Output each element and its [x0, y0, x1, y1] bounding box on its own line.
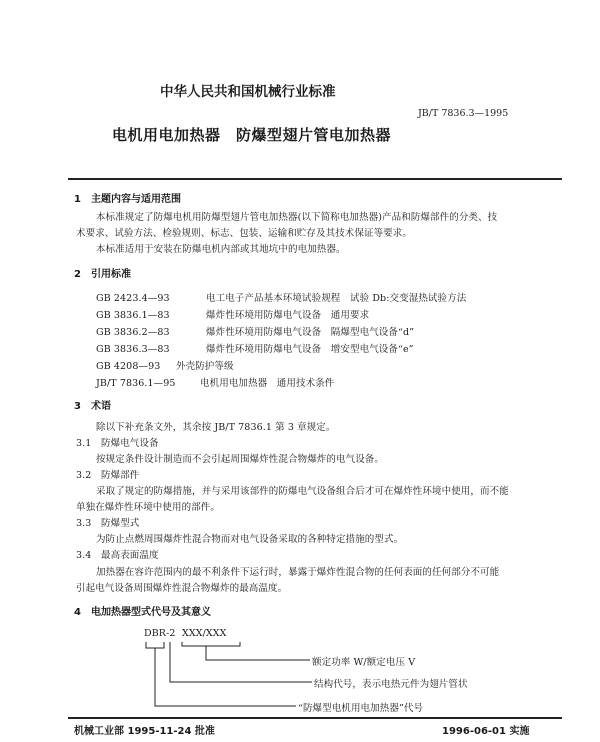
term-3-1-heading: 3.1 防爆电气设备 — [76, 438, 159, 449]
term-3-4-line-1: 加热器在容许范围内的最不利条件下运行时，暴露于爆炸性混合物的任何表面的任何部分不可能 — [96, 567, 500, 578]
term-3-2-line-2: 单独在爆炸性环境中使用的部件。 — [76, 502, 221, 513]
leader-line-rated — [206, 646, 310, 660]
reference-title: 爆炸性环境用防爆电气设备 通用要求 — [206, 310, 370, 321]
type-code-prefix: DBR-2 — [144, 628, 176, 639]
implementation-date: 1996-06-01 实施 — [442, 726, 530, 737]
term-3-4-line-2: 引起电气设备周围爆炸性混合物爆炸的最高温度。 — [76, 583, 288, 594]
reference-title: 电机用电加热器 通用技术条件 — [200, 378, 335, 389]
section-3-intro: 除以下补充条文外，其余按 JB/T 7836.1 第 3 章规定。 — [96, 422, 336, 433]
approval-date: 机械工业部 1995-11-24 批准 — [74, 726, 215, 737]
type-code-label-explosion-proof: “防爆型电机用电加热器”代号 — [298, 703, 424, 714]
term-3-3-text: 为防止点燃周围爆炸性混合物而对电气设备采取的各种特定措施的型式。 — [96, 534, 404, 545]
term-3-2-heading: 3.2 防爆部件 — [76, 470, 140, 481]
type-code-suffix: XXX/XXX — [182, 628, 227, 639]
document-title: 电机用电加热器 防爆型翅片管电加热器 — [112, 126, 392, 144]
reference-code: GB 3836.1—83 — [96, 310, 170, 321]
standard-number: JB/T 7836.3—1995 — [418, 108, 509, 119]
term-3-4-heading: 3.4 最高表面温度 — [76, 550, 159, 561]
section-2-heading: 2 引用标准 — [74, 269, 131, 280]
bracket-prefix — [146, 642, 164, 648]
reference-title: 爆炸性环境用防爆电气设备 隔爆型电气设备“d” — [206, 327, 415, 338]
footer-rule — [68, 717, 562, 719]
section-1-heading: 1 主题内容与适用范围 — [74, 194, 181, 205]
reference-title: 电工电子产品基本环境试验规程 试验 Db:交变湿热试验方法 — [206, 293, 467, 304]
bracket-suffix — [182, 642, 240, 646]
reference-code: JB/T 7836.1—95 — [96, 378, 176, 389]
reference-code: GB 3836.3—83 — [96, 344, 170, 355]
reference-code: GB 4208—93 — [96, 361, 161, 372]
term-3-2-line-1: 采取了规定的防爆措施，并与采用该部件的防爆电气设备组合后才可在爆炸性环境中使用，而不能 — [96, 486, 509, 497]
section-4-heading: 4 电加热器型式代号及其意义 — [74, 607, 211, 618]
section-1-paragraph-2: 本标准适用于安装在防爆电机内部或其地坑中的电加热器。 — [96, 244, 346, 255]
reference-code: GB 3836.2—83 — [96, 327, 170, 338]
type-code-label-rated: 额定功率 W/额定电压 V — [312, 657, 416, 668]
term-3-1-text: 按规定条件设计制造而不会引起周围爆炸性混合物爆炸的电气设备。 — [96, 454, 385, 465]
term-3-3-heading: 3.3 防爆型式 — [76, 518, 140, 529]
reference-code: GB 2423.4—93 — [96, 293, 170, 304]
section-1-paragraph-1-line-1: 本标准规定了防爆电机用防爆型翅片管电加热器(以下简称电加热器)产品和防爆部件的分类、技 — [96, 212, 498, 223]
section-1-paragraph-1-line-2: 术要求、试验方法、检验规则、标志、包装、运输和贮存及其技术保证等要求。 — [76, 228, 413, 239]
leader-line-explosion-proof — [155, 648, 296, 706]
type-code-label-structure: 结构代号，表示电热元件为翅片管状 — [314, 679, 468, 690]
leader-line-structure — [170, 642, 312, 682]
section-3-heading: 3 术语 — [74, 401, 111, 412]
reference-title: 爆炸性环境用防爆电气设备 增安型电气设备“e” — [206, 344, 414, 355]
standard-category: 中华人民共和国机械行业标准 — [160, 84, 336, 100]
reference-title: 外壳防护等级 — [176, 361, 234, 372]
